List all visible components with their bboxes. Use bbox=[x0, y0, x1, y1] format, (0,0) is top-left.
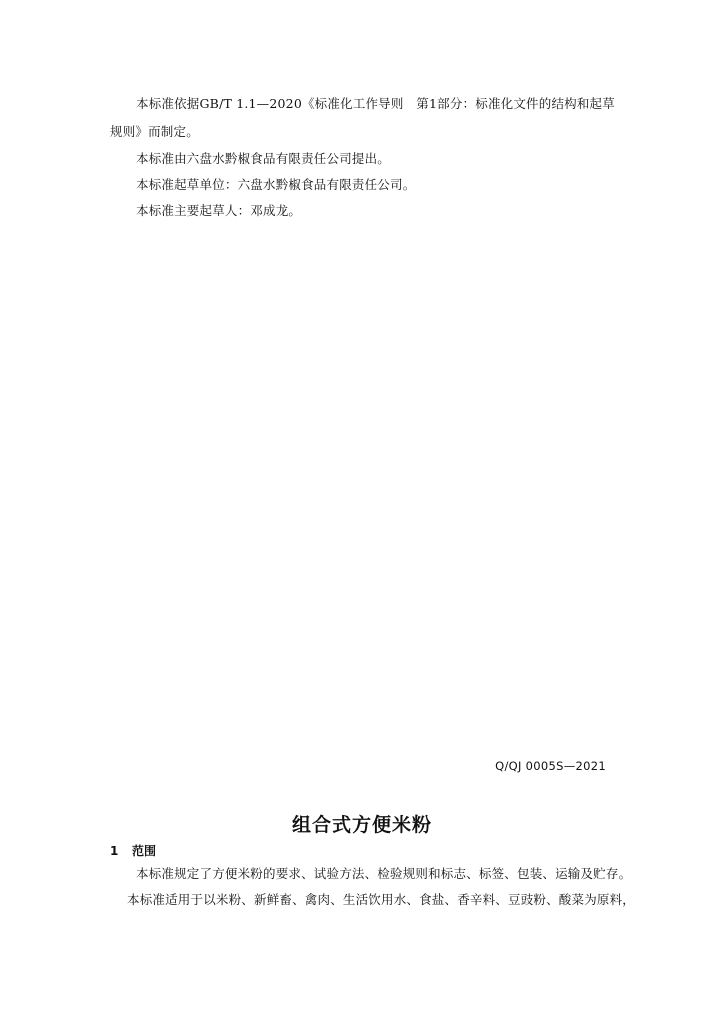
document-title: 组合式方便米粉 bbox=[291, 814, 432, 836]
foreword-paragraph-1-line-2: 规则》而制定。 bbox=[110, 124, 199, 139]
section-heading bbox=[110, 842, 156, 859]
foreword-paragraph-1-line-1: 本标准依据GB/T 1.1—2020《标准化工作导则 第1部分：标准化文件的结构和起草 bbox=[136, 96, 615, 111]
foreword-paragraph-4: 本标准主要起草人：邓成龙。 bbox=[136, 203, 302, 218]
section-paragraph-1: 本标准规定了方便米粉的要求、试验方法、检验规则和标志、标签、包装、运输及贮存。 bbox=[136, 866, 632, 881]
foreword-paragraph-3: 本标准起草单位：六盘水黔椒食品有限责任公司。 bbox=[136, 177, 416, 192]
document-code: Q/QJ 0005S—2021 bbox=[495, 759, 606, 773]
section-paragraph-2: 本标准适用于以米粉、新鲜畜、禽肉、生活饮用水、食盐、香辛料、豆豉粉、酸菜为原料， bbox=[127, 892, 636, 907]
section-title: 范围 bbox=[132, 844, 157, 858]
section-number: 1 bbox=[110, 844, 119, 858]
foreword-paragraph-2: 本标准由六盘水黔椒食品有限责任公司提出。 bbox=[136, 151, 391, 166]
